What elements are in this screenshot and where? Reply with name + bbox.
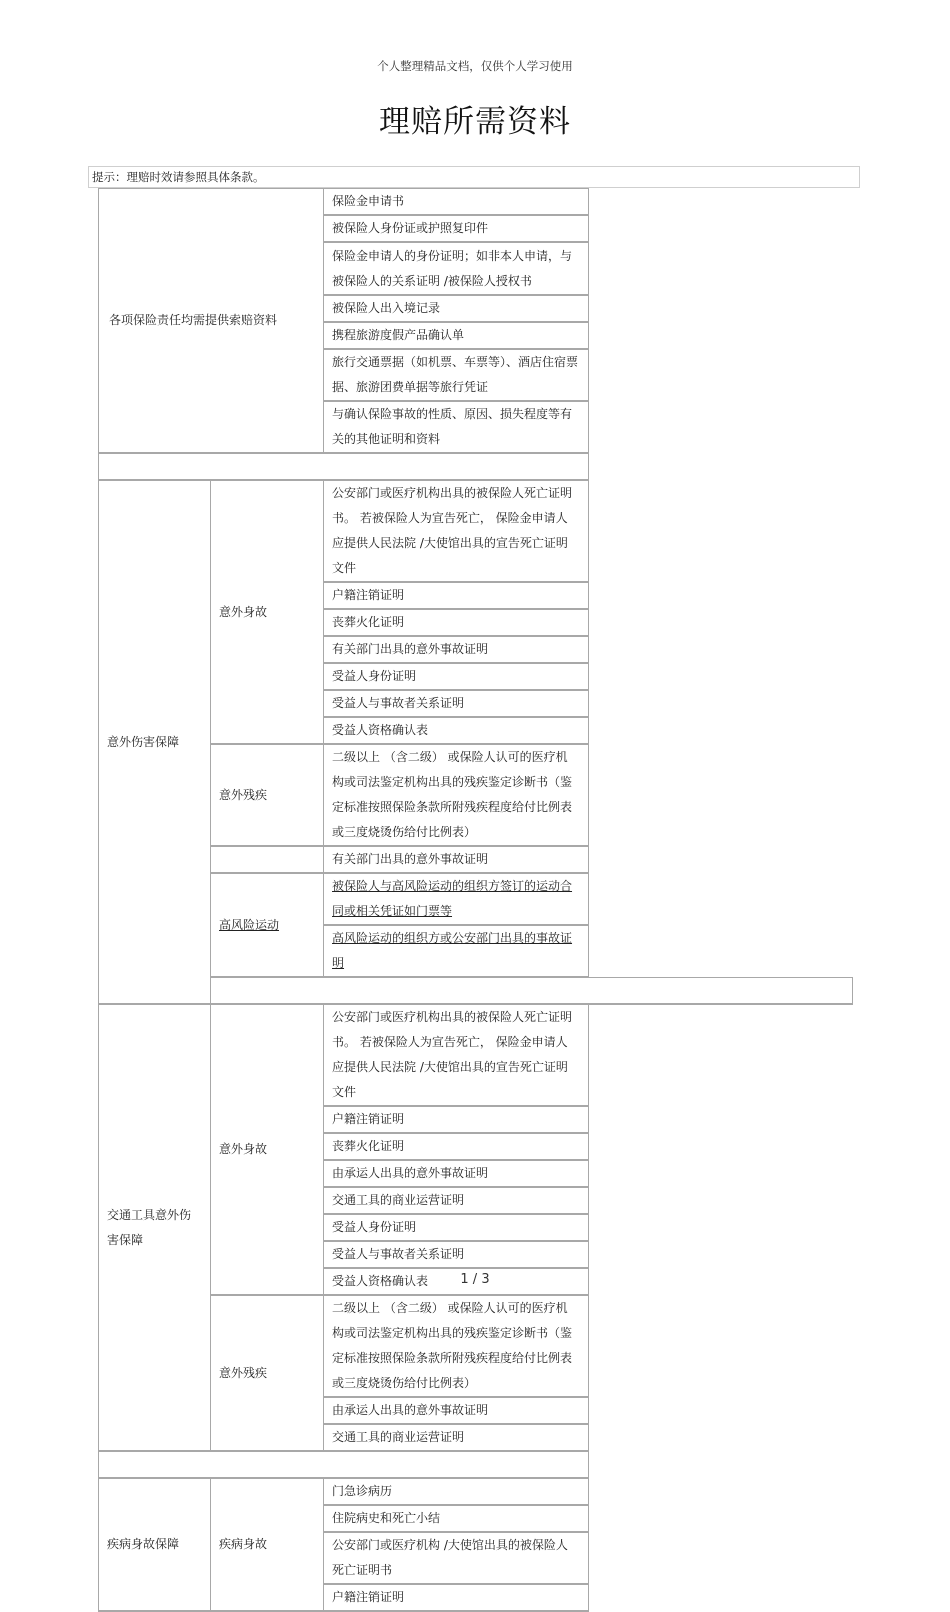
list-item: 由承运人出具的意外事故证明 [324, 1397, 588, 1424]
list-item: 保险金申请书 [324, 189, 588, 216]
list-item: 受益人资格确认表 [324, 1268, 588, 1295]
list-item: 有关部门出具的意外事故证明 [324, 846, 588, 873]
table-row [99, 846, 853, 873]
list-item: 交通工具的商业运营证明 [324, 1424, 588, 1451]
list-item: 有关部门出具的意外事故证明 [324, 636, 588, 663]
list-item: 携程旅游度假产品确认单 [324, 322, 588, 349]
sub-label-transport-disability: 意外残疾 [211, 1295, 324, 1451]
list-item: 二级以上 （含二级） 或保险人认可的医疗机构或司法鉴定机构出具的残疾鉴定诊断书（鉴定标准按照保险条款所附残疾程度给付比例表或三度烧烫伤给付比例表） [324, 1295, 588, 1397]
list-item: 公安部门或医疗机构 /大使馆出具的被保险人死亡证明书 [324, 1532, 588, 1584]
list-item: 被保险人身份证或护照复印件 [324, 215, 588, 242]
list-item: 受益人身份证明 [324, 663, 588, 690]
page-title: 理赔所需资料 [379, 104, 571, 140]
list-item: 丧葬火化证明 [324, 609, 588, 636]
table-row [99, 1295, 853, 1397]
list-item: 户籍注销证明 [324, 1106, 588, 1133]
list-item: 旅行交通票据（如机票、车票等）、酒店住宿票据、旅游团费单据等旅行凭证 [324, 349, 588, 401]
list-item: 交通工具的商业运营证明 [324, 1187, 588, 1214]
list-item: 被保险人与高风险运动的组织方签订的运动合同或相关凭证如门票等 [324, 873, 588, 925]
list-item: 高风险运动的组织方或公安部门出具的事故证明 [324, 925, 588, 977]
hint-box: 提示：理赔时效请参照具体条款。 [88, 166, 860, 188]
table-row [99, 1478, 853, 1505]
list-item: 与确认保险事故的性质、原因、损失程度等有关的其他证明和资料 [324, 401, 588, 453]
table-row [99, 189, 853, 216]
sub-label-illness-death: 疾病身故 [211, 1478, 324, 1611]
list-item: 户籍注销证明 [324, 582, 588, 609]
list-item: 户籍注销证明 [324, 1584, 588, 1611]
section-label-illness: 疾病身故保障 [99, 1478, 211, 1611]
table-row [99, 480, 853, 582]
claims-table [98, 188, 853, 1612]
spacer-row [99, 453, 853, 480]
list-item: 公安部门或医疗机构出具的被保险人死亡证明书。 若被保险人为宣告死亡， 保险金申请人应提供人民法院 /大使馆出具的宣告死亡证明文件 [324, 480, 588, 582]
spacer-row [99, 977, 853, 1004]
page-number: 1 / 3 [460, 1272, 490, 1287]
sub-label-high-risk-sport: 高风险运动 [211, 873, 324, 977]
table-row [99, 744, 853, 846]
list-item: 由承运人出具的意外事故证明 [324, 1160, 588, 1187]
table-row [99, 1004, 853, 1106]
table-row [99, 873, 853, 925]
sub-label-transport-death: 意外身故 [211, 1004, 324, 1295]
spacer-row [99, 1451, 853, 1478]
sub-label-accident-death: 意外身故 [211, 480, 324, 744]
list-item: 二级以上 （含二级） 或保险人认可的医疗机构或司法鉴定机构出具的残疾鉴定诊断书（鉴定标准按照保险条款所附残疾程度给付比例表或三度烧烫伤给付比例表） [324, 744, 588, 846]
sub-label-accident-disability: 意外残疾 [211, 744, 324, 846]
list-item: 受益人与事故者关系证明 [324, 1241, 588, 1268]
list-item: 公安部门或医疗机构出具的被保险人死亡证明书。 若被保险人为宣告死亡， 保险金申请人应提供人民法院 /大使馆出具的宣告死亡证明文件 [324, 1004, 588, 1106]
section-label-accident: 意外伤害保障 [99, 480, 211, 1004]
list-item: 丧葬火化证明 [324, 1133, 588, 1160]
list-item: 住院病史和死亡小结 [324, 1505, 588, 1532]
list-item: 门急诊病历 [324, 1478, 588, 1505]
list-item: 受益人资格确认表 [324, 717, 588, 744]
list-item: 被保险人出入境记录 [324, 295, 588, 322]
list-item: 受益人身份证明 [324, 1214, 588, 1241]
section-label-transport: 交通工具意外伤害保障 [99, 1004, 211, 1451]
section-label-common: 各项保险责任均需提供索赔资料 [99, 189, 324, 454]
list-item: 受益人与事故者关系证明 [324, 690, 588, 717]
list-item: 保险金申请人的身份证明；如非本人申请，与被保险人的关系证明 /被保险人授权书 [324, 242, 588, 295]
header-note: 个人整理精品文档，仅供个人学习使用 [377, 59, 573, 73]
